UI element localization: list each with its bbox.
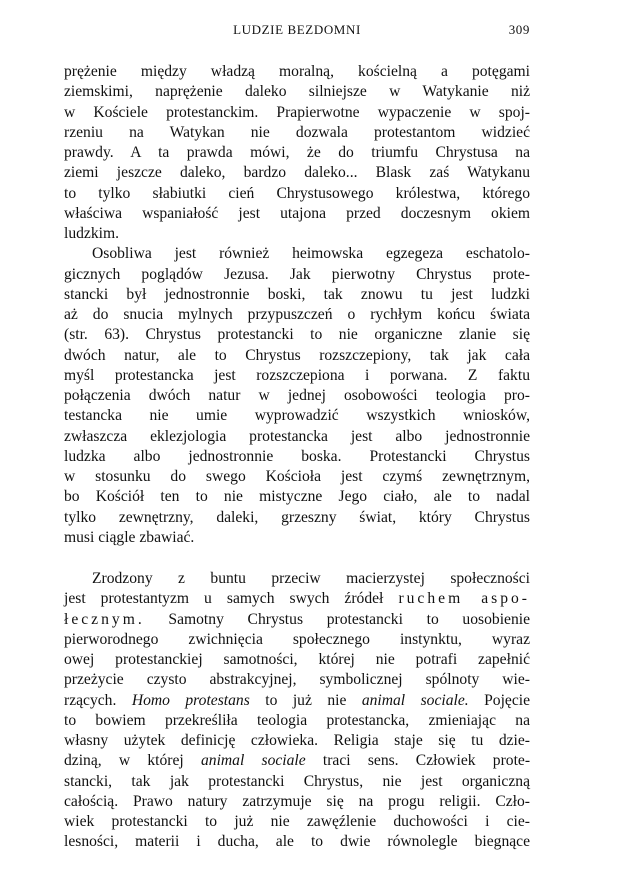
italic-phrase: animal sociale. bbox=[361, 691, 469, 709]
text-line: zwłaszcza eklezjologia protestancka jest albo jednostronnie bbox=[64, 427, 530, 445]
text-line: własny użytek definicję człowieka. Religia staje się tu dzie- bbox=[64, 732, 530, 749]
text-line: musi ciągle zbawiać. bbox=[64, 528, 195, 546]
text-run: dziną, w której bbox=[64, 752, 201, 770]
text-line: to tylko słabiutki cień Chrystusowego królestwa, którego bbox=[64, 184, 530, 202]
text-line: wiek protestancki to już nie zawęźlenie duchowości i cie- bbox=[64, 813, 530, 830]
text-line: tylko zewnętrzny, daleki, grzeszny świat, który Chrystus bbox=[64, 508, 530, 526]
text-line: dwóch natur, ale to Chrystus rozszczepiony, tak jak cała bbox=[64, 346, 530, 364]
text-line: bo Kościół ten to nie mistyczne Jego ciało, ale to nadal bbox=[64, 488, 530, 506]
text-run: to już nie bbox=[249, 691, 362, 709]
text-line: myśl protestancka jest rozszczepiona i porwana. Z faktu bbox=[64, 366, 530, 384]
italic-phrase: animal sociale bbox=[200, 752, 306, 770]
italic-phrase: Homo protestans bbox=[131, 691, 250, 709]
text-line: całością. Prawo natury zatrzymuje się na progu religii. Czło- bbox=[64, 792, 530, 810]
text-line: połączenia dwóch natur w jednej osobowości teologia pro- bbox=[64, 387, 530, 404]
spaced-phrase: łecznym. bbox=[64, 610, 145, 628]
text-line: ziemskimi, naprężenie daleko silniejsze w Watykanie niż bbox=[64, 83, 530, 101]
text-line: właściwa wspaniałość jest utajona przed doczesnym okiem bbox=[64, 204, 530, 222]
text-line: testancka nie umie wyprowadzić wszystkich wniosków, bbox=[64, 407, 530, 425]
text-line bbox=[64, 751, 530, 771]
text-line: (str. 63). Chrystus protestancki to nie organiczne zlanie się bbox=[64, 326, 530, 344]
text-line bbox=[64, 589, 530, 609]
text-line: ludzka albo jednostronnie boska. Protestancki Chrystus bbox=[64, 447, 530, 465]
text-line: w stosunku do swego Kościoła jest czymś zewnętrznym, bbox=[64, 468, 530, 485]
text-line: stancki był jednostronnie boski, tak znowu tu jest ludzki bbox=[64, 285, 530, 303]
text-line: przeżycie czysto abstrakcyjnej, symbolicznej spólnoty wie- bbox=[64, 671, 530, 689]
text-line: w Kościele protestanckim. Prapierwotne wypaczenie w spoj- bbox=[64, 103, 530, 121]
text-line: prawdy. A ta prawda mówi, że do triumfu Chrystusa na bbox=[64, 144, 530, 161]
text-run: rzących. bbox=[64, 691, 132, 709]
page-header bbox=[64, 22, 530, 42]
text-line: to bowiem przekreśliła teologia protestancka, zmieniając na bbox=[64, 711, 530, 729]
page-number: 309 bbox=[508, 22, 530, 37]
text-line bbox=[64, 610, 530, 630]
spaced-phrase: ruchem aspo- bbox=[398, 590, 531, 608]
running-head: LUDZIE BEZDOMNI bbox=[233, 22, 361, 37]
text-line: ziemi jeszcze daleko, bardzo daleko... Blask zaś Watykanu bbox=[64, 164, 530, 182]
text-line: Zrodzony z buntu przeciw macierzystej społeczności bbox=[92, 570, 530, 587]
text-line: Osobliwa jest również heimowska egzegeza eschatolo- bbox=[92, 245, 530, 263]
text-line: pierworodnego zwichnięcia społecznego instynktu, wyraz bbox=[64, 630, 530, 648]
text-line: prężenie między władzą moralną, kościelną a potęgami bbox=[64, 63, 530, 80]
text-line: rzeniu na Watykan nie dozwala protestantom widzieć bbox=[64, 123, 530, 141]
text-line bbox=[64, 691, 530, 711]
text-run: Samotny Chrystus protestancki to uosobienie bbox=[144, 610, 530, 628]
text-line: aż do snucia mylnych przypuszczeń o rychłym końcu świata bbox=[64, 306, 530, 323]
text-line: gicznych poglądów Jezusa. Jak pierwotny Chrystus prote- bbox=[64, 265, 530, 283]
text-run: jest protestantyzm u samych swych źródeł bbox=[64, 590, 399, 608]
body-text bbox=[64, 62, 530, 853]
text-run: Pojęcie bbox=[468, 691, 530, 709]
text-line: ludzkim. bbox=[64, 225, 120, 242]
paragraph-break bbox=[64, 548, 530, 569]
text-line: lesności, materii i ducha, ale to dwie równolegle biegnące bbox=[64, 833, 530, 851]
text-line: stancki, tak jak protestancki Chrystus, nie jest organiczną bbox=[64, 772, 530, 790]
text-run: traci sens. Człowiek prote- bbox=[305, 752, 531, 770]
text-line: owej protestanckiej samotności, której nie potrafi zapełnić bbox=[64, 651, 530, 668]
